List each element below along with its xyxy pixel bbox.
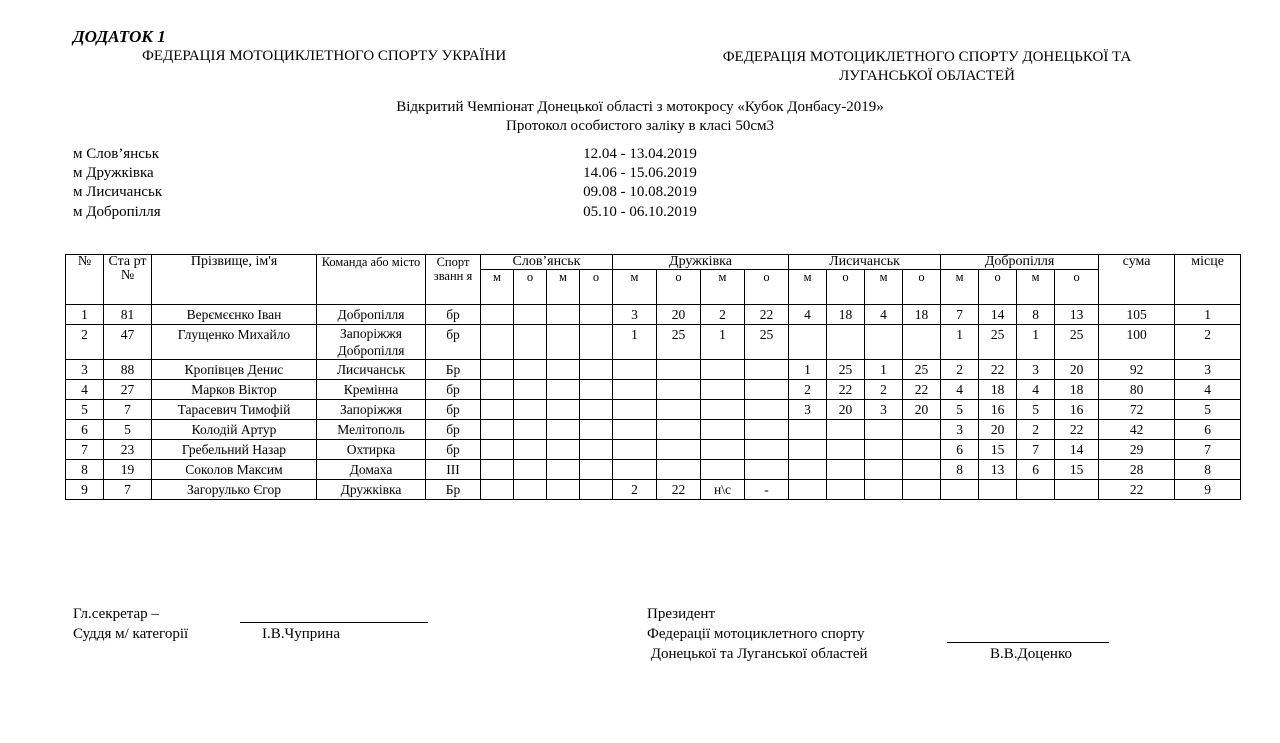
cell-s3-points	[827, 325, 865, 360]
cell-team: Запоріжжя Добропілля	[317, 325, 426, 360]
cell-s4-points: 15	[979, 440, 1017, 460]
cell-s2-points	[745, 400, 789, 420]
cell-s1-position	[547, 440, 580, 460]
cell-s4-points: 16	[1055, 400, 1099, 420]
cell-s2-points	[745, 360, 789, 380]
table-row	[66, 380, 1241, 400]
federation-ukraine: ФЕДЕРАЦІЯ МОТОЦИКЛЕТНОГО СПОРТУ УКРАЇНИ	[142, 48, 507, 64]
cell-s1-points	[580, 460, 613, 480]
table-row	[66, 480, 1241, 500]
cell-s3-position	[865, 325, 903, 360]
subheader-stage4-position: м	[1017, 270, 1055, 305]
cell-place: 7	[1175, 440, 1241, 460]
cell-s2-position: 2	[701, 305, 745, 325]
cell-s4-points: 16	[979, 400, 1017, 420]
header-stage1: Слов’янськ	[481, 255, 613, 270]
cell-s1-points	[580, 420, 613, 440]
cell-s2-position: н\с	[701, 480, 745, 500]
cell-s1-position	[481, 460, 514, 480]
table-row	[66, 305, 1241, 325]
cell-number: 3	[66, 360, 104, 380]
cell-s3-points	[903, 460, 941, 480]
cell-name: Загорулько Єгор	[152, 480, 317, 500]
cell-s2-position	[613, 380, 657, 400]
cell-s3-position	[865, 480, 903, 500]
subheader-stage1-position: м	[481, 270, 514, 305]
cell-sum: 92	[1099, 360, 1175, 380]
cell-s2-position	[701, 380, 745, 400]
cell-s3-position: 2	[865, 380, 903, 400]
cell-s4-points: 22	[979, 360, 1017, 380]
document-subtitle: Протокол особистого заліку в класі 50см3	[506, 118, 774, 134]
cell-s4-points: 20	[979, 420, 1017, 440]
cell-s2-position	[701, 440, 745, 460]
cell-name: Колодій Артур	[152, 420, 317, 440]
cell-rank: Бр	[426, 360, 481, 380]
cell-number: 4	[66, 380, 104, 400]
cell-s1-position	[481, 480, 514, 500]
cell-s1-points	[514, 360, 547, 380]
cell-s3-position	[789, 480, 827, 500]
subheader-stage3-points: о	[827, 270, 865, 305]
cell-s4-points	[979, 480, 1017, 500]
subheader-stage2-points: о	[657, 270, 701, 305]
cell-s3-points: 20	[827, 400, 865, 420]
cell-sum: 42	[1099, 420, 1175, 440]
cell-number: 5	[66, 400, 104, 420]
cell-s1-position	[547, 460, 580, 480]
cell-s4-points: 14	[979, 305, 1017, 325]
cell-s4-position	[941, 480, 979, 500]
table-row	[66, 400, 1241, 420]
cell-s4-points: 14	[1055, 440, 1099, 460]
cell-s2-position: 3	[613, 305, 657, 325]
cell-s1-points	[514, 380, 547, 400]
table-row	[66, 460, 1241, 480]
president-signature-line	[947, 642, 1109, 643]
header-place: місце	[1175, 255, 1241, 305]
stage-dates: 09.08 - 10.08.2019	[583, 184, 697, 200]
cell-s3-points	[827, 420, 865, 440]
cell-team: Добропілля	[317, 305, 426, 325]
cell-s1-points	[514, 480, 547, 500]
cell-rank: бр	[426, 380, 481, 400]
subheader-stage2-position: м	[701, 270, 745, 305]
cell-s2-points: 25	[745, 325, 789, 360]
table-row	[66, 420, 1241, 440]
cell-s4-position: 8	[941, 460, 979, 480]
cell-place: 6	[1175, 420, 1241, 440]
cell-s2-position: 2	[613, 480, 657, 500]
cell-s1-position	[547, 305, 580, 325]
cell-s2-position	[701, 360, 745, 380]
cell-s4-points	[1055, 480, 1099, 500]
cell-s4-position: 7	[941, 305, 979, 325]
cell-s4-position: 3	[1017, 360, 1055, 380]
cell-s3-position	[865, 420, 903, 440]
subheader-stage4-points: о	[979, 270, 1017, 305]
cell-s1-points	[580, 400, 613, 420]
header-sum: сума	[1099, 255, 1175, 305]
cell-s3-points	[903, 440, 941, 460]
cell-rank: ІІІ	[426, 460, 481, 480]
cell-sum: 22	[1099, 480, 1175, 500]
cell-s3-points	[903, 325, 941, 360]
cell-s1-points	[580, 440, 613, 460]
cell-s4-position: 7	[1017, 440, 1055, 460]
cell-s1-points	[580, 360, 613, 380]
cell-s1-points	[514, 325, 547, 360]
cell-s1-points	[514, 420, 547, 440]
cell-s1-points	[514, 400, 547, 420]
cell-s1-position	[547, 420, 580, 440]
cell-start-number: 23	[104, 440, 152, 460]
cell-name: Соколов Максим	[152, 460, 317, 480]
cell-name: Верємєєнко Іван	[152, 305, 317, 325]
subheader-stage4-points: о	[1055, 270, 1099, 305]
cell-s4-position: 6	[941, 440, 979, 460]
subheader-stage1-points: о	[580, 270, 613, 305]
cell-s3-points	[903, 480, 941, 500]
cell-rank: бр	[426, 440, 481, 460]
cell-s1-position	[547, 400, 580, 420]
cell-start-number: 5	[104, 420, 152, 440]
cell-start-number: 19	[104, 460, 152, 480]
cell-s2-points: 25	[657, 325, 701, 360]
president-federation: Федерації мотоциклетного спорту	[647, 626, 865, 642]
stage-dates: 12.04 - 13.04.2019	[583, 146, 697, 162]
cell-s4-position: 2	[941, 360, 979, 380]
cell-s3-points: 22	[827, 380, 865, 400]
cell-s3-points: 25	[903, 360, 941, 380]
secretary-title: Гл.секретар –	[73, 606, 159, 622]
cell-s4-position: 4	[941, 380, 979, 400]
president-region: Донецької та Луганської областей	[647, 646, 868, 662]
cell-s1-position	[547, 480, 580, 500]
cell-start-number: 7	[104, 480, 152, 500]
table-row	[66, 360, 1241, 380]
cell-s2-points: -	[745, 480, 789, 500]
subheader-stage3-points: о	[903, 270, 941, 305]
secretary-name: І.В.Чуприна	[262, 626, 340, 642]
cell-s3-points: 22	[903, 380, 941, 400]
cell-s3-points	[827, 440, 865, 460]
header-rank: Спорт званн я	[426, 255, 481, 305]
document-title: Відкритий Чемпіонат Донецької області з мотокросу «Кубок Донбасу-2019»	[396, 99, 884, 115]
cell-s3-position: 4	[865, 305, 903, 325]
cell-name: Марков Віктор	[152, 380, 317, 400]
cell-sum: 72	[1099, 400, 1175, 420]
header-stage2: Дружківка	[613, 255, 789, 270]
cell-s2-position	[701, 400, 745, 420]
cell-s4-points: 13	[979, 460, 1017, 480]
cell-s4-position: 2	[1017, 420, 1055, 440]
cell-number: 1	[66, 305, 104, 325]
cell-s2-points	[657, 440, 701, 460]
header-stage4: Добропілля	[941, 255, 1099, 270]
cell-s1-points	[580, 380, 613, 400]
president-name: В.В.Доценко	[990, 646, 1072, 662]
table-row	[66, 325, 1241, 360]
cell-s4-points: 20	[1055, 360, 1099, 380]
header-number: №	[66, 255, 104, 305]
cell-s2-points	[657, 460, 701, 480]
cell-sum: 105	[1099, 305, 1175, 325]
cell-start-number: 7	[104, 400, 152, 420]
cell-s1-position	[481, 380, 514, 400]
cell-team: Запоріжжя	[317, 400, 426, 420]
cell-s2-points	[657, 400, 701, 420]
cell-s2-position	[701, 420, 745, 440]
cell-s4-position: 8	[1017, 305, 1055, 325]
cell-s4-points: 25	[1055, 325, 1099, 360]
cell-s3-position: 4	[789, 305, 827, 325]
stage-city: м Дружківка	[73, 165, 154, 181]
cell-name: Кропівцев Денис	[152, 360, 317, 380]
cell-number: 9	[66, 480, 104, 500]
cell-place: 2	[1175, 325, 1241, 360]
cell-sum: 28	[1099, 460, 1175, 480]
cell-s3-position: 3	[865, 400, 903, 420]
subheader-stage1-position: м	[547, 270, 580, 305]
cell-s3-position	[865, 460, 903, 480]
cell-s2-position	[613, 360, 657, 380]
cell-number: 8	[66, 460, 104, 480]
cell-s4-position: 4	[1017, 380, 1055, 400]
subheader-stage1-points: о	[514, 270, 547, 305]
appendix-label: ДОДАТОК 1	[73, 27, 166, 46]
cell-start-number: 81	[104, 305, 152, 325]
cell-s2-points	[657, 420, 701, 440]
cell-s2-points: 22	[745, 305, 789, 325]
subheader-stage3-position: м	[789, 270, 827, 305]
cell-s3-position	[789, 440, 827, 460]
stage-dates: 14.06 - 15.06.2019	[583, 165, 697, 181]
cell-start-number: 88	[104, 360, 152, 380]
subheader-stage4-position: м	[941, 270, 979, 305]
cell-s3-points	[903, 420, 941, 440]
cell-start-number: 27	[104, 380, 152, 400]
cell-s2-points	[745, 440, 789, 460]
header-name: Прізвище, ім'я	[152, 255, 317, 305]
cell-s1-points	[580, 305, 613, 325]
table-row	[66, 440, 1241, 460]
cell-sum: 80	[1099, 380, 1175, 400]
cell-s1-points	[514, 440, 547, 460]
cell-place: 3	[1175, 360, 1241, 380]
cell-s4-points: 25	[979, 325, 1017, 360]
cell-place: 5	[1175, 400, 1241, 420]
cell-s1-points	[514, 305, 547, 325]
stage-city: м Слов’янськ	[73, 146, 160, 162]
cell-s4-position: 6	[1017, 460, 1055, 480]
cell-number: 2	[66, 325, 104, 360]
cell-sum: 29	[1099, 440, 1175, 460]
cell-rank: бр	[426, 420, 481, 440]
cell-rank: бр	[426, 400, 481, 420]
cell-s3-points: 18	[827, 305, 865, 325]
cell-rank: бр	[426, 305, 481, 325]
cell-team: Домаха	[317, 460, 426, 480]
cell-place: 8	[1175, 460, 1241, 480]
cell-s3-position: 3	[789, 400, 827, 420]
cell-team: Лисичанськ	[317, 360, 426, 380]
stage-city: м Добропілля	[73, 204, 161, 220]
cell-rank: Бр	[426, 480, 481, 500]
cell-team: Кремінна	[317, 380, 426, 400]
cell-s2-points	[745, 420, 789, 440]
cell-number: 6	[66, 420, 104, 440]
cell-s1-points	[580, 480, 613, 500]
cell-s2-position	[701, 460, 745, 480]
cell-s2-points	[657, 360, 701, 380]
cell-team: Мелітополь	[317, 420, 426, 440]
cell-s1-position	[547, 360, 580, 380]
cell-s3-position	[789, 420, 827, 440]
cell-s4-position: 5	[1017, 400, 1055, 420]
subheader-stage2-points: о	[745, 270, 789, 305]
cell-s1-position	[481, 305, 514, 325]
cell-s3-points: 25	[827, 360, 865, 380]
cell-s2-position	[613, 400, 657, 420]
cell-s2-points	[657, 380, 701, 400]
cell-s4-position: 3	[941, 420, 979, 440]
cell-s3-points	[827, 460, 865, 480]
cell-s2-position	[613, 460, 657, 480]
cell-name: Глущенко Михайло	[152, 325, 317, 360]
cell-s3-points: 20	[903, 400, 941, 420]
cell-s2-position: 1	[613, 325, 657, 360]
cell-s4-points: 22	[1055, 420, 1099, 440]
cell-s2-points	[745, 380, 789, 400]
cell-s3-position: 1	[865, 360, 903, 380]
cell-sum: 100	[1099, 325, 1175, 360]
cell-s4-position: 1	[1017, 325, 1055, 360]
cell-team: Дружківка	[317, 480, 426, 500]
header-stage3: Лисичанськ	[789, 255, 941, 270]
cell-name: Гребельний Назар	[152, 440, 317, 460]
cell-s1-position	[481, 325, 514, 360]
stage-city: м Лисичанськ	[73, 184, 163, 200]
cell-s4-position: 1	[941, 325, 979, 360]
federation-regional: ФЕДЕРАЦІЯ МОТОЦИКЛЕТНОГО СПОРТУ ДОНЕЦЬКОЇ ТА ЛУГАНСЬКОЇ ОБЛАСТЕЙ	[722, 49, 1132, 84]
cell-start-number: 47	[104, 325, 152, 360]
cell-s4-points: 15	[1055, 460, 1099, 480]
judge-category: Суддя м/ категорії	[73, 626, 189, 642]
results-body	[66, 305, 1241, 500]
cell-number: 7	[66, 440, 104, 460]
cell-s3-position: 1	[789, 360, 827, 380]
cell-s1-points	[580, 325, 613, 360]
cell-s2-points: 22	[657, 480, 701, 500]
subheader-stage3-position: м	[865, 270, 903, 305]
cell-s3-position	[789, 325, 827, 360]
cell-s3-position	[865, 440, 903, 460]
cell-name: Тарасевич Тимофій	[152, 400, 317, 420]
cell-place: 4	[1175, 380, 1241, 400]
cell-s3-points	[827, 480, 865, 500]
header-team: Команда або місто	[317, 255, 426, 305]
cell-s3-position	[789, 460, 827, 480]
results-table	[65, 254, 1241, 500]
cell-s2-points: 20	[657, 305, 701, 325]
secretary-signature-line	[240, 622, 428, 623]
president-title: Президент	[647, 606, 715, 622]
cell-s2-position	[613, 440, 657, 460]
cell-team: Охтирка	[317, 440, 426, 460]
cell-rank: бр	[426, 325, 481, 360]
cell-s1-position	[547, 325, 580, 360]
cell-s1-position	[481, 360, 514, 380]
cell-s4-position	[1017, 480, 1055, 500]
stage-dates: 05.10 - 06.10.2019	[583, 204, 697, 220]
cell-s4-points: 18	[1055, 380, 1099, 400]
cell-s1-position	[481, 400, 514, 420]
cell-s3-points: 18	[903, 305, 941, 325]
cell-s2-points	[745, 460, 789, 480]
cell-s2-position: 1	[701, 325, 745, 360]
cell-s4-points: 13	[1055, 305, 1099, 325]
cell-s3-position: 2	[789, 380, 827, 400]
cell-place: 1	[1175, 305, 1241, 325]
cell-s2-position	[613, 420, 657, 440]
cell-s4-points: 18	[979, 380, 1017, 400]
cell-place: 9	[1175, 480, 1241, 500]
cell-s1-position	[481, 440, 514, 460]
cell-s4-position: 5	[941, 400, 979, 420]
header-start: Ста рт №	[104, 255, 152, 305]
cell-s1-position	[481, 420, 514, 440]
cell-s1-points	[514, 460, 547, 480]
subheader-stage2-position: м	[613, 270, 657, 305]
cell-s1-position	[547, 380, 580, 400]
